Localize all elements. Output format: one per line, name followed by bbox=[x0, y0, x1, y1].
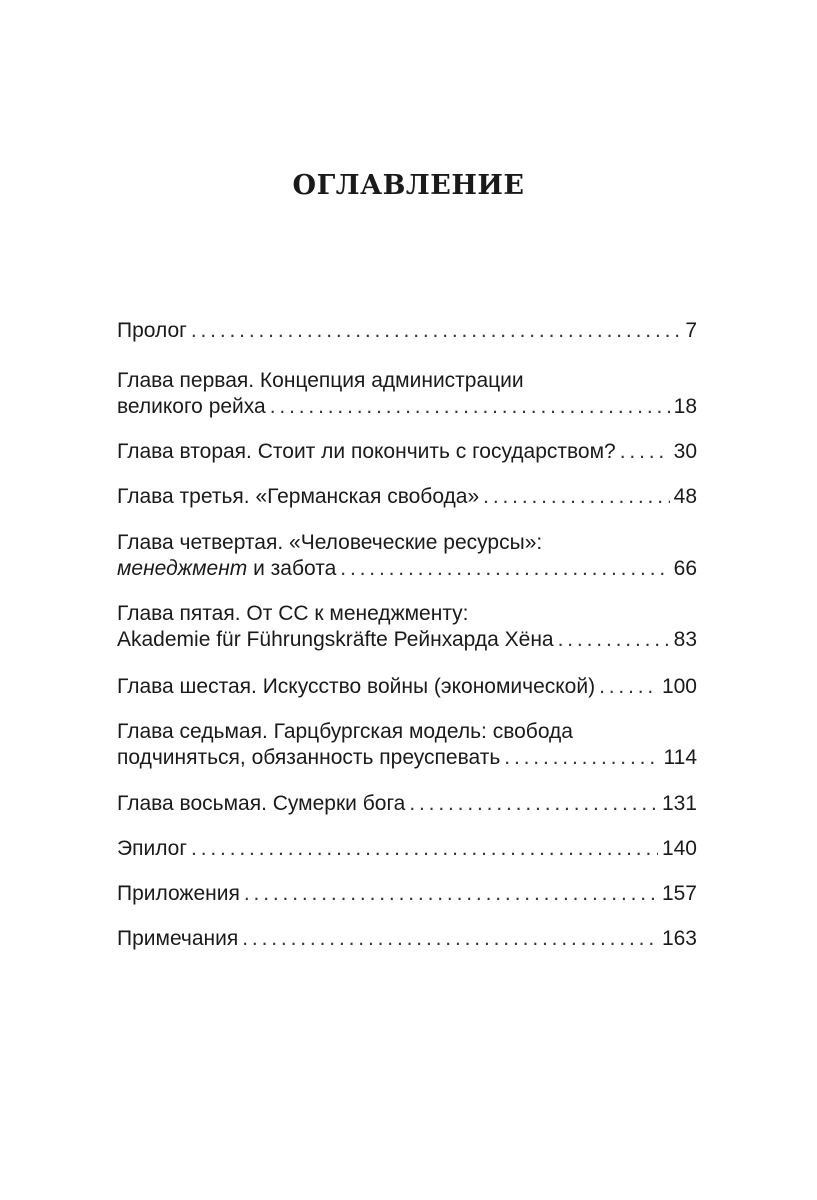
toc-page-number: 140 bbox=[661, 837, 697, 860]
leader-dots bbox=[504, 745, 659, 771]
toc-entry-notes[interactable] bbox=[117, 926, 697, 952]
leader-dots bbox=[558, 627, 670, 653]
leader-dots bbox=[191, 318, 681, 344]
toc-page-number: 18 bbox=[673, 395, 697, 418]
toc-entry-title: Пролог bbox=[117, 319, 187, 342]
toc-entry-title: Глава шестая. Искусство войны (экономической) bbox=[117, 675, 596, 698]
leader-dots bbox=[191, 836, 658, 862]
toc-entry-title: Глава восьмая. Сумерки бога bbox=[117, 792, 406, 815]
leader-dots bbox=[244, 881, 658, 907]
toc-entry-chapter-3[interactable] bbox=[117, 484, 697, 510]
toc-entry-chapter-6[interactable] bbox=[117, 674, 697, 700]
toc-entry-title: Akademie für Führungskräfte Рейнхарда Хёна bbox=[117, 628, 554, 651]
toc-entry-title: Глава третья. «Германская свобода» bbox=[117, 485, 480, 508]
toc-page-number: 66 bbox=[673, 557, 697, 580]
toc-entry-chapter-4[interactable] bbox=[117, 530, 697, 582]
toc-page-number: 7 bbox=[685, 319, 697, 342]
toc-entry-title: Приложения bbox=[117, 882, 240, 905]
toc-entry-chapter-2[interactable] bbox=[117, 439, 697, 465]
toc-page-number: 131 bbox=[661, 792, 697, 815]
leader-dots bbox=[409, 791, 658, 817]
toc-page-number: 163 bbox=[661, 927, 697, 950]
toc-entry-title-line1: Глава пятая. От СС к менеджменту: bbox=[117, 602, 469, 625]
toc-entry-chapter-1[interactable] bbox=[117, 368, 697, 420]
toc-page-number: 100 bbox=[661, 675, 697, 698]
toc-entry-title-line1: Глава четвертая. «Человеческие ресурсы»: bbox=[117, 531, 543, 554]
leader-dots bbox=[483, 484, 669, 510]
toc-entry-prologue[interactable] bbox=[117, 318, 697, 344]
toc-entry-title: Глава вторая. Стоит ли покончить с государством? bbox=[117, 440, 616, 463]
toc-page-number: 83 bbox=[673, 628, 697, 651]
toc-entry-title: подчиняться, обязанность преуспевать bbox=[117, 746, 501, 769]
toc-entry-chapter-8[interactable] bbox=[117, 791, 697, 817]
leader-dots bbox=[242, 926, 658, 952]
leader-dots bbox=[340, 556, 669, 582]
toc-entry-chapter-5[interactable] bbox=[117, 601, 697, 653]
toc-entry-title-italic: менеджмент bbox=[117, 557, 248, 580]
toc-entry-title bbox=[117, 556, 336, 582]
toc-entry-title: Эпилог bbox=[117, 837, 188, 860]
toc-entry-chapter-7[interactable] bbox=[117, 719, 697, 771]
toc-page-number: 30 bbox=[673, 440, 697, 463]
leader-dots bbox=[270, 394, 670, 420]
leader-dots bbox=[620, 439, 670, 465]
leader-dots bbox=[599, 674, 658, 700]
toc-entry-appendices[interactable] bbox=[117, 881, 697, 907]
toc-page-number: 157 bbox=[661, 882, 697, 905]
toc-entry-title: Примечания bbox=[117, 927, 239, 950]
toc-page-number: 48 bbox=[673, 485, 697, 508]
toc-entry-title-line1: Глава седьмая. Гарцбургская модель: свобода bbox=[117, 720, 573, 743]
toc-entry-title-rest: и забота bbox=[247, 557, 337, 580]
toc-entry-title: великого рейха bbox=[117, 395, 266, 418]
page-title: ОГЛАВЛЕНИЕ bbox=[292, 170, 525, 201]
toc-entry-epilogue[interactable] bbox=[117, 836, 697, 862]
toc-page-number: 114 bbox=[663, 746, 697, 769]
toc-entry-title-line1: Глава первая. Концепция администрации bbox=[117, 369, 524, 392]
